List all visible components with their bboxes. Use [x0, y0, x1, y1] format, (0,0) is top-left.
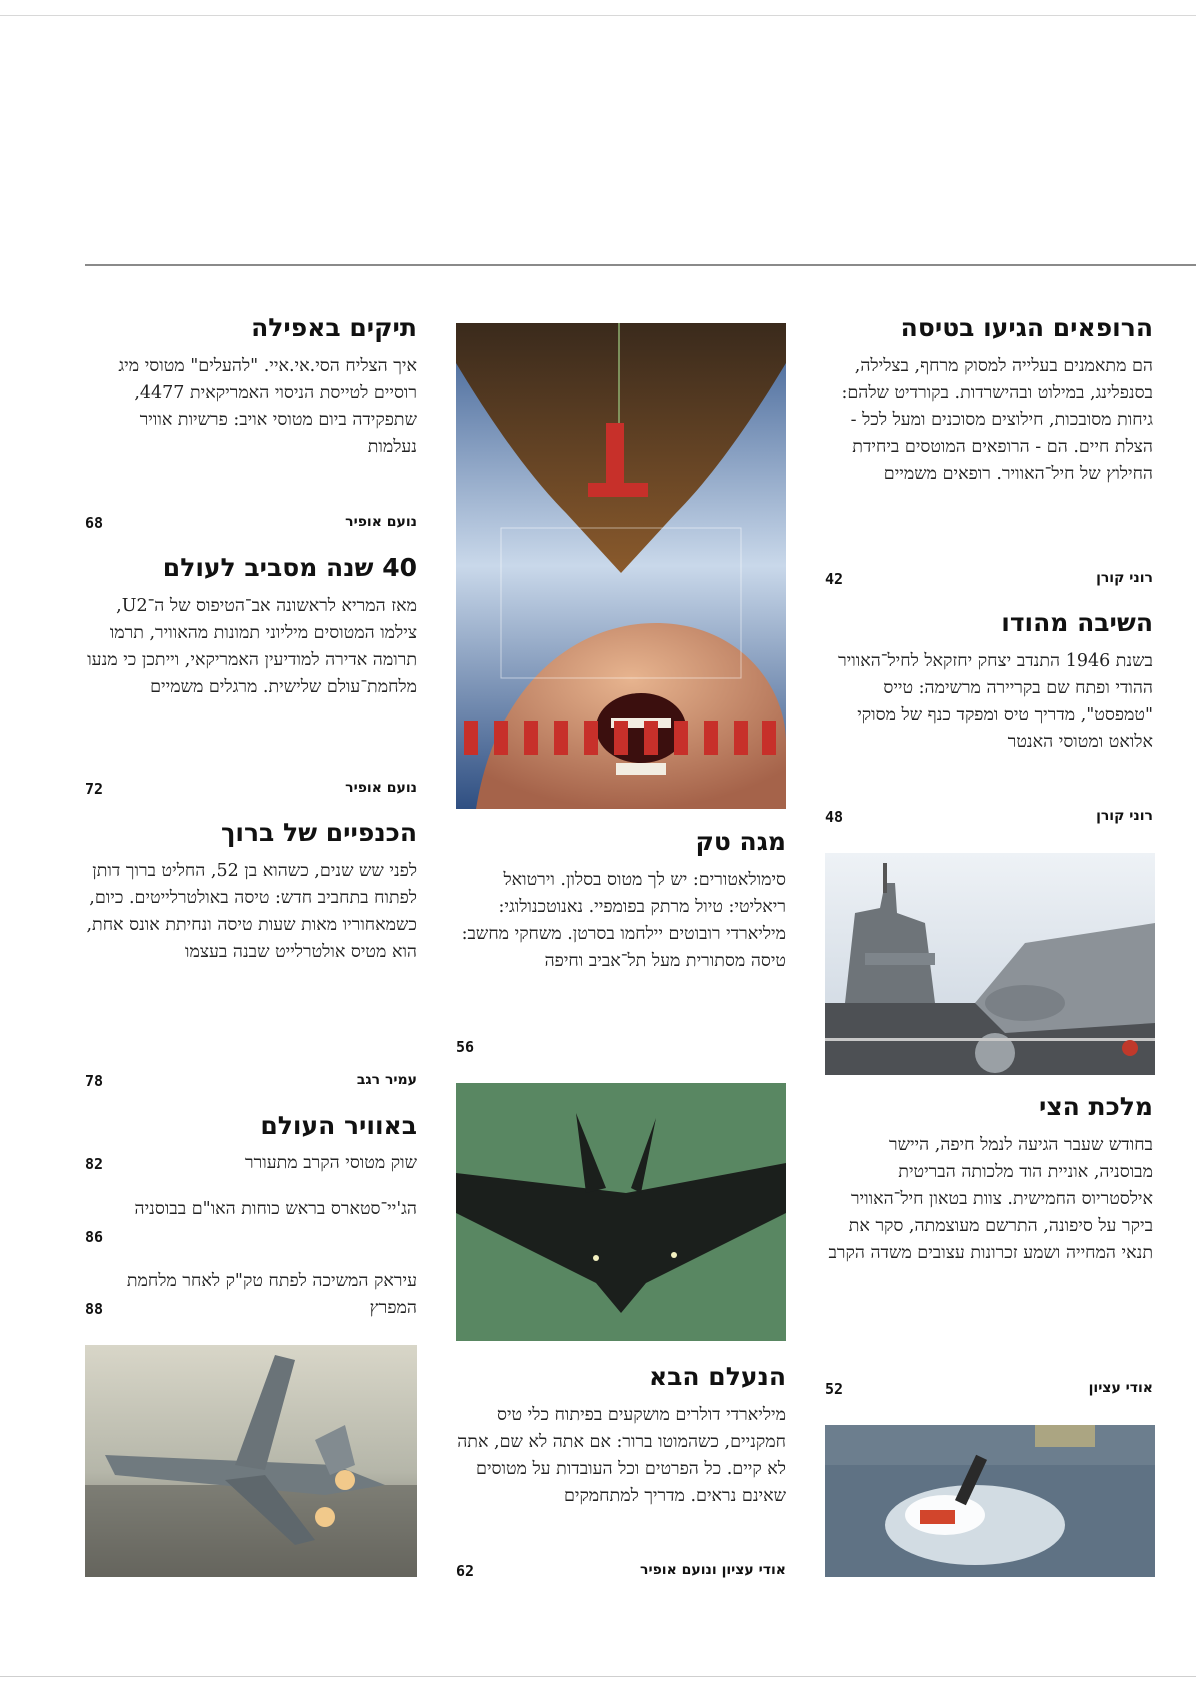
byline: אודי עציון ונועם אופיר [640, 1562, 786, 1578]
article-baruch-wings-footer [85, 1072, 417, 1094]
list-item-page [85, 1155, 417, 1177]
article-stealth[interactable] [456, 1362, 786, 1510]
middle-column [456, 0, 786, 1692]
byline: נועם אופיר [345, 514, 417, 530]
page-number[interactable]: 42 [825, 570, 844, 588]
page-number[interactable]: 78 [85, 1072, 104, 1090]
byline: עמיר רגב [356, 1072, 417, 1088]
page-number[interactable]: 82 [85, 1155, 104, 1173]
section-title: באוויר העולם [260, 1111, 417, 1140]
byline: נועם אופיר [345, 780, 417, 796]
page-number[interactable]: 86 [85, 1228, 104, 1246]
item-text: עיראק המשיכה לפתח טק"ק לאחר מלחמת המפרץ [126, 1271, 417, 1318]
page-number[interactable]: 56 [456, 1038, 475, 1056]
aircraft-carrier-photo [825, 853, 1155, 1075]
article-title: הנעלם הבא [648, 1362, 786, 1391]
section-world-air [85, 1111, 417, 1141]
article-india-footer [825, 808, 1153, 830]
fighter-jet-photo [85, 1345, 417, 1577]
article-title: הרופאים הגיעו בטיסה [900, 313, 1153, 342]
article-u2-footer [85, 780, 417, 802]
page-number[interactable]: 62 [456, 1562, 475, 1580]
list-item-page [85, 1228, 417, 1250]
article-summary: מיליארדי דולרים מושקעים בפיתוח כלי טיס חמקניים, כשהמוטו ברור: אם אתה לא שם, אתה לא קיים. כל הפרטים וכל העובדות על מטוסים שאינם נראים. מדריך למתחמקים [457, 1405, 786, 1506]
byline: רוני קורן [1096, 570, 1153, 586]
list-item[interactable] [85, 1196, 417, 1223]
page-number[interactable]: 88 [85, 1300, 104, 1318]
stealth-aircraft-photo [456, 1083, 786, 1341]
item-text: שוק מטוסי הקרב מתעורר [245, 1153, 417, 1173]
article-summary: איך הצליח הסי.אי.איי. "להעלים" מטוסי מיג רוסיים לטייסת הניסוי האמריקאית 4477, שתפקידה ביום מטוסי אויב: פרשיות אוויר נעלמות [118, 356, 417, 457]
item-text: הג'יי־סטארס בראש כוחות האו"ם בבוסניה [134, 1199, 417, 1219]
page-number[interactable]: 52 [825, 1380, 844, 1398]
list-item-page [85, 1300, 417, 1322]
article-title: 40 שנה מסביב לעולם [162, 553, 417, 582]
article-navy-queen-footer [825, 1380, 1153, 1402]
article-u2[interactable] [85, 553, 417, 701]
article-title: השיבה מהודו [1001, 608, 1153, 637]
sea-rescue-photo [825, 1425, 1155, 1577]
article-stealth-footer [456, 1562, 786, 1584]
article-title: הכנפיים של ברוך [220, 818, 417, 847]
article-india[interactable] [825, 608, 1153, 756]
article-summary: מאז המריא לראשונה אב־הטיפוס של ה־U2, צילמו המטוסים מיליוני תמונות מהאוויר, תרמו תרומה אדירה למודיעין האמריקאי, וייתכן כי מנעו מלחמת־עולם שלישית. מרגלים משמיים [87, 596, 417, 697]
article-summary: בשנת 1946 התנדב יצחק יחזקאל לחיל־האוויר ההודי ופתח שם בקריירה מרשימה: טייס "טמפסט", מדריך טיס ומפקד כנף של מסוקי אלואט ומטוסי האנטר [838, 651, 1153, 752]
article-title: מגה טק [695, 827, 786, 856]
article-navy-queen[interactable] [825, 1092, 1153, 1267]
article-doctors[interactable] [825, 313, 1153, 488]
article-summary: לפני שש שנים, כשהוא בן 52, החליט ברוך דותן לפתוח בתחביב חדש: טיסה באולטרלייטים. כיום, כשמאחוריו מאות שעות טיסה ונחיתת אונס אחת, הוא מטיס אולטרלייט שבנה בעצמו [86, 861, 417, 962]
article-doctors-footer [825, 570, 1153, 592]
page-number[interactable]: 72 [85, 780, 104, 798]
byline: אודי עציון [1088, 1380, 1153, 1396]
page-number[interactable]: 48 [825, 808, 844, 826]
article-title: תיקים באפילה [251, 313, 417, 342]
article-summary: הם מתאמנים בעלייה למסוק מרחף, בצלילה, בסנפלינג, במילוט ובהישרדות. בקורדיט שלהם: גיחות מסובכות, חילוצים מסוכנים ומעל לכל - הצלת חיים. הם - הרופאים המוטסים ביחידת החילוץ של חיל־האוויר. רופאים משמיים [841, 356, 1153, 484]
article-mega-tech-footer [456, 1038, 786, 1060]
article-summary: סימולאטורים: יש לך מטוס בסלון. וירטואל ריאליטי: טיול מרתק בפומפיי. נאנוטכנולוגי: מיליארדי רובוטים יילחמו בסרטן. משחקי מחשב: טיסה מסתורית מעל תל־אביב וחיפה [461, 870, 786, 971]
article-dark-files-footer [85, 514, 417, 536]
article-baruch-wings[interactable] [85, 818, 417, 966]
page-number[interactable]: 68 [85, 514, 104, 532]
article-dark-files[interactable] [85, 313, 417, 461]
article-title: מלכת הצי [1038, 1092, 1153, 1121]
byline: רוני קורן [1096, 808, 1153, 824]
article-summary: בחודש שעבר הגיעה לנמל חיפה, היישר מבוסניה, אוניית הוד מלכותה הבריטית אילסטריוס החמישית. צוות בטאון חיל־האוויר ביקר על סיפונה, התרשם מעוצמתה, סקר את תנאי המחייה ושמע זכרונות עצובים משדה הקרב [828, 1135, 1153, 1263]
article-mega-tech[interactable] [456, 827, 786, 975]
